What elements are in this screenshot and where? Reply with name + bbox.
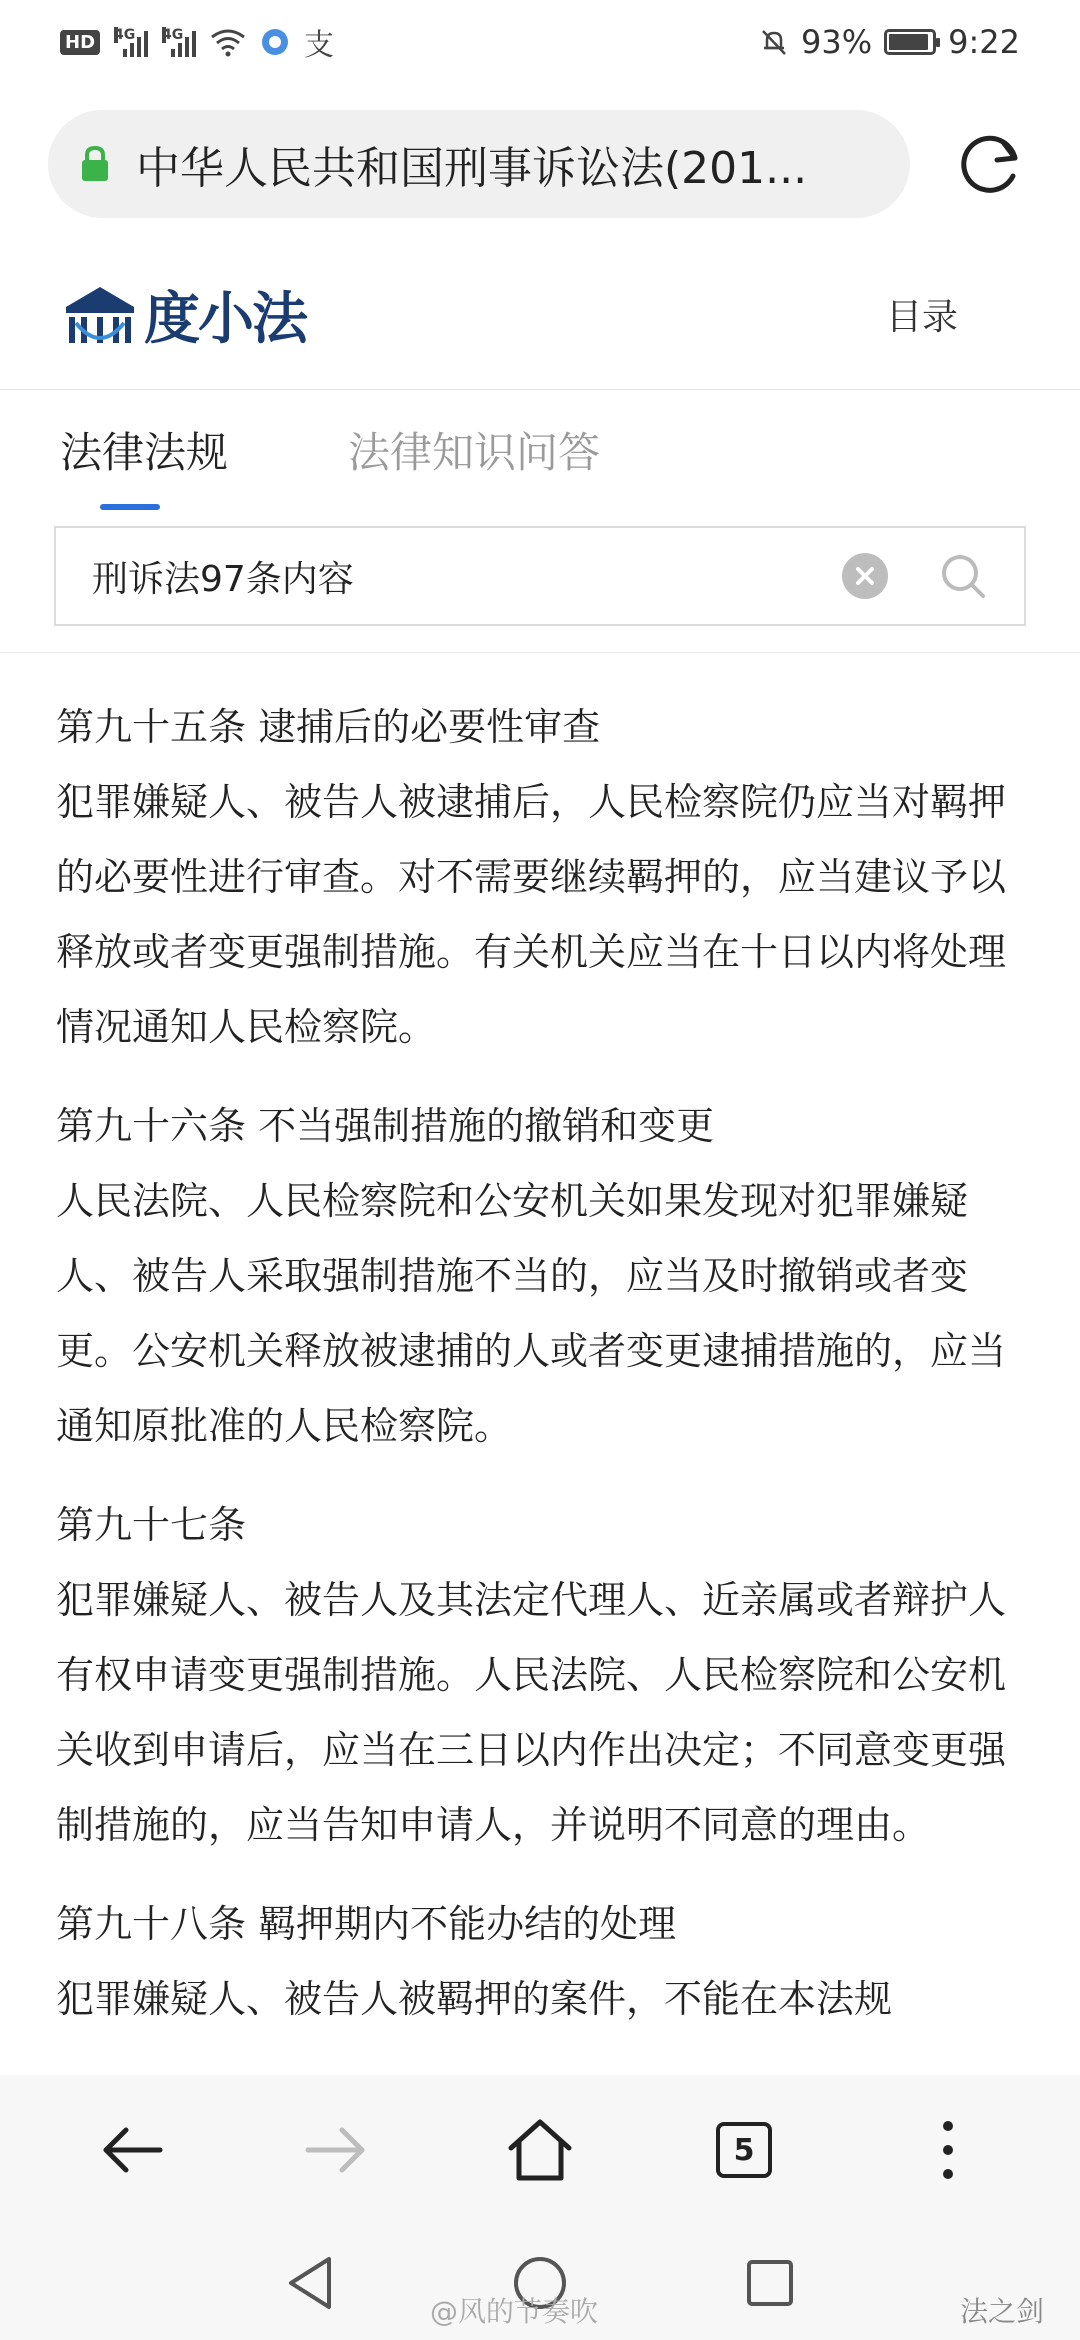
article-body: 犯罪嫌疑人、被告人及其法定代理人、近亲属或者辩护人有权申请变更强制措施。人民法院、人民检察院和公安机关收到申请后，应当在三日以内作出决定；不同意变更强制措施的，应当告知申请人，并说明不同意的理由。 [56,1578,1007,1847]
refresh-icon [957,130,1025,198]
article-body: 犯罪嫌疑人、被告人被羁押的案件，不能在本法规 [56,1977,893,2021]
forward-button[interactable] [286,2100,386,2200]
tab-count: 5 [716,2122,772,2178]
sim2-label: 4G [162,27,184,43]
site-header [0,240,1080,390]
back-button[interactable] [82,2100,182,2200]
article-95 [56,690,1016,1065]
tab-laws[interactable]: 法律法规 [60,390,228,510]
app-notification-icon [260,27,290,57]
home-button[interactable] [490,2100,590,2200]
weibo-watermark: @风的节奏吹 [430,2295,599,2328]
back-arrow-icon [100,2126,164,2174]
search-box [54,526,1026,626]
nav-back-button[interactable] [280,2253,340,2313]
sim1-label: 4G [114,27,136,43]
clock: 9:22 [948,23,1020,61]
signal-icon-sim2 [162,27,196,57]
search-icon [939,552,987,600]
divider [0,652,1080,653]
signal-icon-sim1 [114,27,148,57]
article-title: 第九十六条 不当强制措施的撤销和变更 [56,1104,715,1148]
menu-button[interactable] [898,2100,998,2200]
article-body: 犯罪嫌疑人、被告人被逮捕后，人民检察院仍应当对羁押的必要性进行审查。对不需要继续羁押的，应当建议予以释放或者变更强制措施。有关机关应当在十日以内将处理情况通知人民检察院。 [56,780,1007,1049]
clear-button[interactable] [842,553,888,599]
lock-icon [80,145,110,183]
clear-icon [854,565,876,587]
battery-fill [889,34,928,50]
tab-bar [0,390,1080,510]
search-input[interactable] [92,556,842,597]
address-bar[interactable] [48,110,910,218]
status-right [759,23,1020,61]
article-title: 第九十七条 [56,1503,247,1547]
search-button[interactable] [938,551,988,601]
article-title: 第九十八条 羁押期内不能办结的处理 [56,1902,677,1946]
home-icon [505,2118,575,2182]
status-bar [0,0,1080,84]
article-96 [56,1089,1016,1464]
scales-logo-icon [62,283,138,347]
page-title-url[interactable]: 中华人民共和国刑事诉讼法(201... [136,143,808,194]
account-watermark: 法之剑 [960,2295,1045,2328]
mute-bell-icon [759,27,789,57]
battery-icon [884,29,936,55]
article-content [56,690,1016,2075]
article-97 [56,1488,1016,1863]
nav-recents-button[interactable] [740,2253,800,2313]
refresh-button[interactable] [955,128,1027,200]
triangle-back-icon [285,2255,335,2311]
alipay-icon: 支 [304,28,335,63]
tab-legal-qa[interactable]: 法律知识问答 [348,428,601,477]
site-logo[interactable] [62,275,306,355]
square-recents-icon [745,2258,795,2308]
logo-text: 度小法 [144,286,306,352]
article-title: 第九十五条 逮捕后的必要性审查 [56,705,601,749]
more-vertical-icon [940,2118,956,2182]
catalog-link[interactable]: 目录 [885,297,958,338]
tabs-button[interactable] [694,2100,794,2200]
forward-arrow-icon [304,2126,368,2174]
wifi-icon [210,27,246,57]
status-left [60,20,334,64]
article-98 [56,1887,1016,2037]
battery-percent: 93% [801,23,873,61]
hd-badge: HD [60,30,100,55]
article-body: 人民法院、人民检察院和公安机关如果发现对犯罪嫌疑人、被告人采取强制措施不当的，应当及时撤销或者变更。公安机关释放被逮捕的人或者变更逮捕措施的，应当通知原批准的人民检察院。 [56,1179,1007,1448]
browser-toolbar [0,2075,1080,2225]
